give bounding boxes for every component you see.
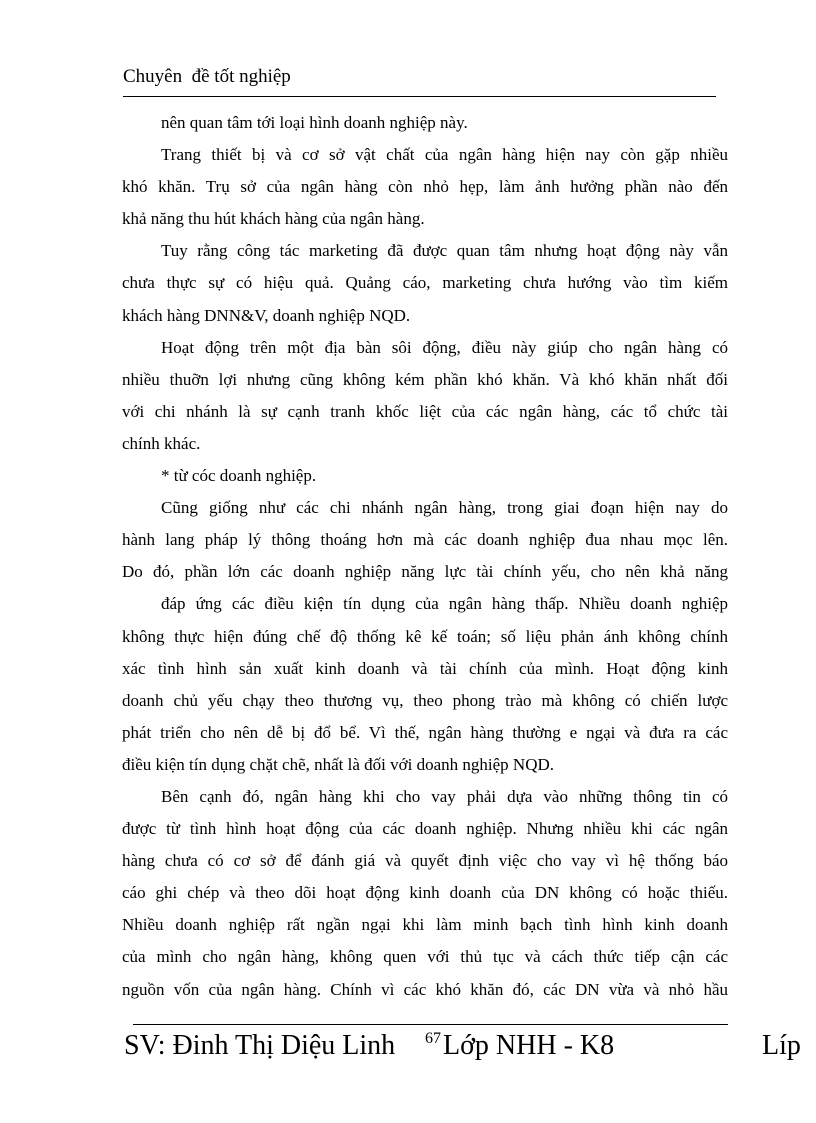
text-line: Nhiều doanh nghiệp rất ngần ngại khi làm minh bạch tình hình kinh doanh [122,915,728,935]
text-line: đáp ứng các điều kiện tín dụng của ngân hàng thấp. Nhiều doanh nghiệp [161,594,728,614]
document-body [122,107,728,1006]
page-header-title: Chuyên đề tốt nghiệp [123,66,291,87]
text-line: Tuy rằng công tác marketing đã được quan tâm nhưng hoạt động này vẫn [161,241,728,261]
text-line: chính khác. [122,433,201,453]
text-line: của mình cho ngân hàng, không quen với thủ tục và cách thức tiếp cận các [122,947,728,967]
text-line: Trang thiết bị và cơ sở vật chất của ngân hàng hiện nay còn gặp nhiều [161,145,728,165]
footer-divider [133,1024,728,1025]
text-line: doanh chủ yếu chạy theo thương vụ, theo phong trào mà không có chiến lược [122,690,728,710]
text-line: khả năng thu hút khách hàng của ngân hàng. [122,209,425,229]
text-line: hành lang pháp lý thông thoáng hơn mà các doanh nghiệp đua nhau mọc lên. [122,530,728,550]
text-line: phát triển cho nên dễ bị đổ bể. Vì thế, ngân hàng thường e ngại và đưa ra các [122,722,728,742]
header-divider [123,96,716,97]
text-line: khách hàng DNN&V, doanh nghiệp NQD. [122,305,411,325]
text-line: Hoạt động trên một địa bàn sôi động, điều này giúp cho ngân hàng có [161,337,728,357]
text-line: Do đó, phần lớn các doanh nghiệp năng lực tài chính yếu, cho nên khả năng [122,562,728,582]
text-line: không thực hiện đúng chế độ thống kê kế toán; số liệu phản ánh không chính [122,626,728,646]
text-line: chưa thực sự có hiệu quả. Quảng cáo, marketing chưa hướng vào tìm kiếm [122,273,728,293]
text-line: nhiều thuỡn lợi nhưng cũng không kém phần khó khăn. Và khó khăn nhất đối [122,369,728,389]
text-line: Cũng giống như các chi nhánh ngân hàng, trong giai đoạn hiện nay do [161,498,728,518]
text-line: hàng chưa có cơ sở để đánh giá và quyết định việc cho vay vì hệ thống báo [122,851,728,871]
text-line: với chi nhánh là sự cạnh tranh khốc liệt của các ngân hàng, các tổ chức tài [122,401,728,421]
page-number: 67 [425,1030,441,1047]
text-line: nguồn vốn của ngân hàng. Chính vì các khó khăn đó, các DN vừa và nhỏ hầu [122,979,728,999]
text-line: điều kiện tín dụng chặt chẽ, nhất là đối với doanh nghiệp NQD. [122,754,555,774]
text-line: xác tình hình sản xuất kinh doanh và tài chính của mình. Hoạt động kinh [122,658,728,678]
text-line: nên quan tâm tới loại hình doanh nghiệp này. [161,113,468,132]
text-line: * từ cóc doanh nghiệp. [161,466,317,486]
footer-class-name: Lớp NHH - K8 [443,1030,615,1061]
text-line: cáo ghi chép và theo dõi hoạt động kinh doanh của DN không có hoặc thiếu. [122,883,728,903]
footer-right-text: Líp [762,1030,801,1061]
text-line: Bên cạnh đó, ngân hàng khi cho vay phải dựa vào những thông tin có [161,786,728,806]
footer-student-name: SV: Đinh Thị Diệu Linh [124,1030,396,1061]
text-line: khó khăn. Trụ sở của ngân hàng còn nhỏ hẹp, làm ảnh hưởng phần nào đến [122,177,728,197]
text-line: được từ tình hình hoạt động của các doanh nghiệp. Nhưng nhiều khi các ngân [122,819,728,839]
